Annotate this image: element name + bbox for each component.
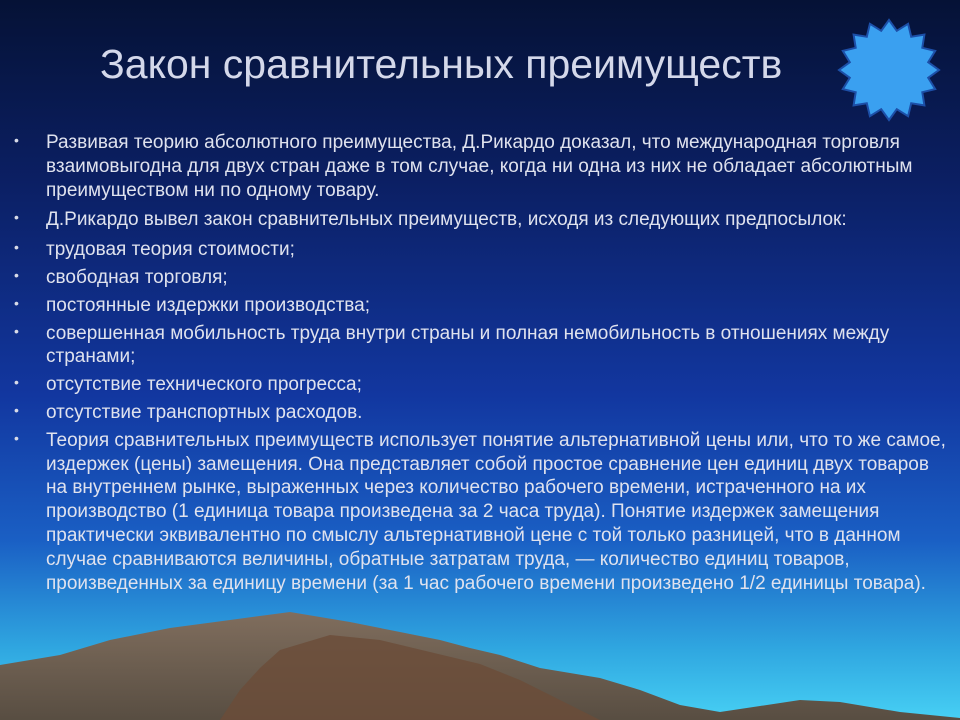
bullet-dot: • (14, 429, 19, 446)
list-item-text: Развивая теорию абсолютного преимущества, Д.Рикардо доказал, что международная торговля взаимовыгодна для двух стран даже в том случае, когда ни одна из них не обладает абсолютным преимуществом ни по одному товару. (46, 132, 913, 201)
list-item-text: отсутствие транспортных расходов. (46, 401, 363, 423)
bullet-list (14, 131, 950, 595)
bullet-dot: • (14, 294, 19, 311)
bullet-dot: • (14, 266, 19, 283)
list-item (14, 131, 950, 202)
list-item-text: отсутствие технического прогресса; (46, 374, 362, 396)
bullet-dot: • (14, 132, 19, 148)
bullet-dot: • (14, 374, 19, 391)
list-item (14, 322, 950, 370)
list-item (14, 208, 950, 232)
bullet-dot: • (14, 239, 19, 256)
bullet-dot: • (14, 209, 19, 226)
list-item (14, 401, 950, 425)
star-burst-icon (837, 18, 941, 122)
list-item-text: свободная торговля; (46, 266, 228, 288)
list-item-text: трудовая теория стоимости; (46, 239, 295, 261)
bullet-dot: • (14, 322, 19, 339)
list-item (14, 373, 950, 397)
list-item-text: Теория сравнительных преимуществ использует понятие альтернативной цены или, что то же самое, издержек (цены) замещения. Она представляет собой простое сравнение цен единиц двух товаров на внутреннем рынке, выраженных через количество рабочего времени, истраченного на их производство (1 единица товара произведена за 2 часа труда). Понятие издержек замещения практически эквивалентно по смыслу альтернативной цене с той только разницей, что в данном случае сравниваются величины, обратные затратам труда, — количество единиц товаров, произведенных за единицу времени (за 1 час рабочего времени произведено 1/2 единицы товара). (46, 429, 946, 594)
slide-title: Закон сравнительных преимуществ (100, 41, 783, 87)
list-item (14, 429, 950, 596)
list-item (14, 294, 950, 318)
list-item-text: совершенная мобильность труда внутри страны и полная немобильность в отношениях между странами; (46, 322, 890, 368)
list-item-text: Д.Рикардо вывел закон сравнительных преимуществ, исходя из следующих предпосылок: (46, 209, 847, 231)
list-item (14, 238, 950, 262)
list-item-text: постоянные издержки производства; (46, 294, 371, 316)
list-item (14, 266, 950, 290)
bullet-dot: • (14, 401, 19, 418)
